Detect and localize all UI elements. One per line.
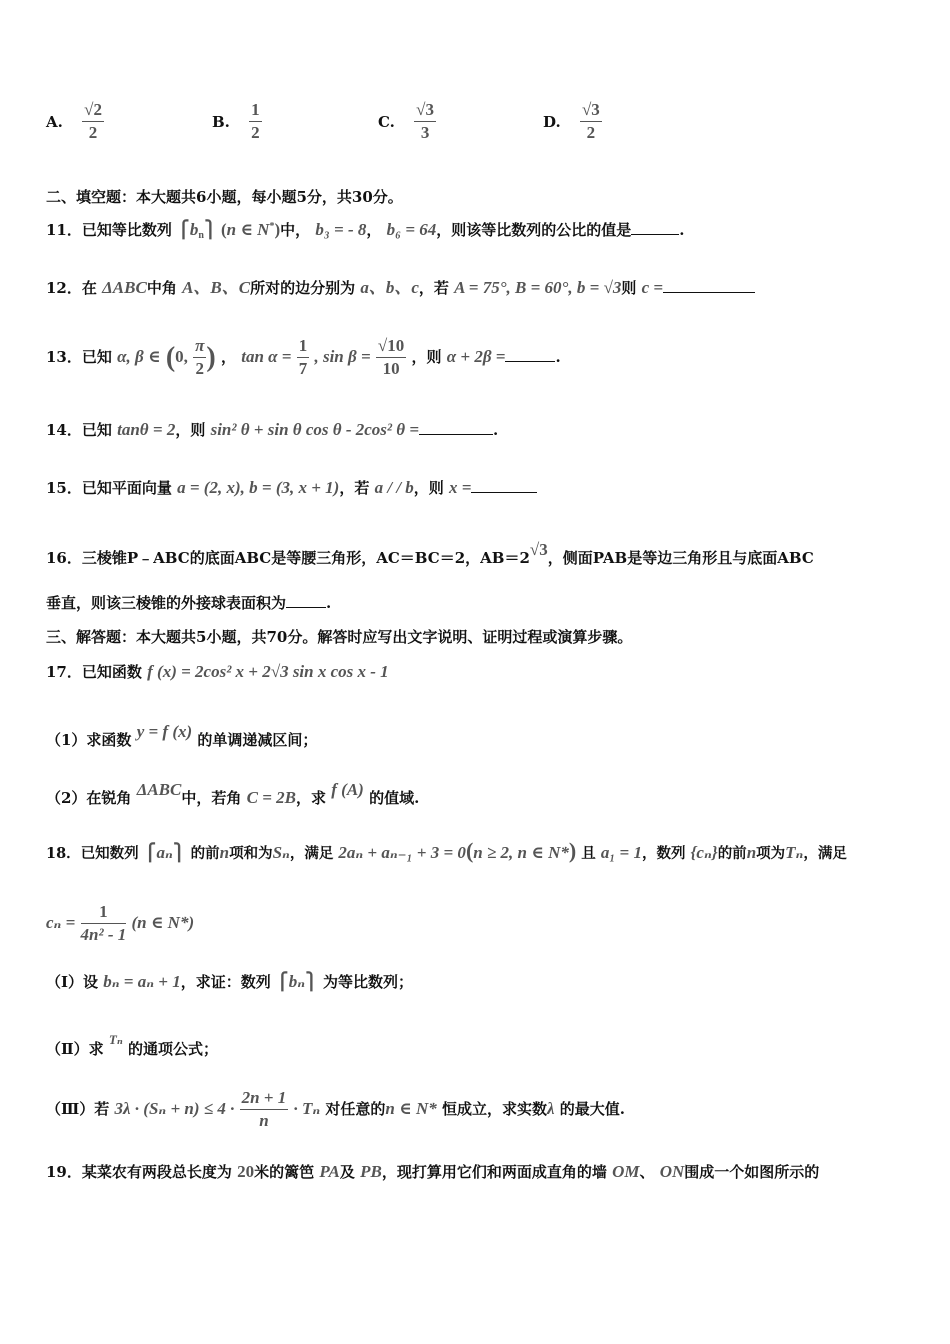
option-c-fraction: $\frac{√3}{3}$ [416, 100, 434, 142]
cn-fraction: $\frac{1}{\text{4n² - 1}}$ [80, 902, 127, 945]
section-3-heading: 三、解答题：本大题共5小题，共70分。解答时应写出文字说明、证明过程或演算步骤。 [46, 628, 633, 646]
question-13: 13．已知 α, β ∈ (0, $\frac{\pi}{2}$ ) ， tan α = $\frac{1}{7}$ , sin β = $\frac{√10}{10}$ ，则 α + 2β = . [46, 336, 561, 379]
option-a [46, 100, 104, 143]
question-14: 14．已知 tanθ = 2，则 sin² θ + sin θ cos θ - 2cos² θ = . [46, 420, 499, 439]
question-18-part-2: （Ⅱ）求 Tₙ 的通项公式； [46, 1032, 219, 1058]
question-19: 19．某菜农有两段总长度为 20米的篱笆 PA及 PB，现打算用它们和两面成直角的墙 OM、 ON围成一个如图所示的 [46, 1162, 820, 1181]
question-11: 11．已知等比数列 $⎧b_n⎫$ (n ∈ N*)中， b₃ = - 8， b₆ = 64，则该等比数列的公比的值是 . [46, 220, 685, 241]
2n-plus-1-over-n: $\frac{2n + 1}{n}$ [241, 1088, 287, 1131]
pi-over-two: $\frac{\pi}{2}$ [195, 336, 205, 379]
question-16-line-2: 垂直，则该三棱锥的外接球表面积为 . [46, 594, 332, 612]
question-17-part-2: （2）在锐角 ΔABC中，若角 C = 2B，求 f (A) 的值域. [46, 780, 420, 807]
section-2-heading: 二、填空题：本大题共6小题，每小题5分，共30分。 [46, 188, 403, 206]
one-seventh: $\frac{1}{7}$ [298, 336, 308, 379]
question-18-cn-definition: cₙ = $\frac{1}{\text{4n² - 1}}$ (n ∈ N*) [46, 902, 195, 945]
question-17-part-1: （1）求函数 y = f (x) 的单调递减区间； [46, 722, 318, 749]
question-15: 15．已知平面向量 a = (2, x), b = (3, x + 1)，若 a / / b，则 x = [46, 478, 537, 498]
answer-blank-12[interactable] [663, 292, 755, 293]
answer-blank-16[interactable] [286, 607, 326, 608]
option-c-label: C. [378, 112, 395, 131]
option-b-label: B. [212, 112, 230, 131]
option-a-fraction: $\frac{√2}{2}$ [84, 100, 102, 142]
sqrt10-over-10: $\frac{√10}{10}$ [377, 336, 405, 379]
option-c [378, 100, 436, 143]
sequence-bn: $⎧b_n⎫$ (n ∈ N*) [177, 220, 281, 241]
option-a-label: A. [46, 112, 63, 131]
question-18: 18．已知数列 ⎧aₙ⎫ 的前n项和为Sₙ，满足 2aₙ + aₙ₋₁ + 3 = 0(n ≥ 2, n ∈ N*) 且 a₁ = 1，数列 {cₙ}的前n项为Tₙ，满足 [46, 838, 847, 863]
question-18-part-3: （Ⅲ）若 3λ · (Sₙ + n) ≤ 4 · $\frac{2n + 1}{n}$ · Tₙ 对任意的n ∈ N* 恒成立，求实数λ 的最大值. [46, 1088, 625, 1131]
question-16-line-1: 16．三棱锥P﹣ABC的底面ABC是等腰三角形，AC＝BC＝2，AB＝2√3，侧面PAB是等边三角形且与底面ABC [46, 540, 814, 567]
option-b [212, 100, 262, 143]
option-d [543, 100, 602, 143]
answer-blank-13[interactable] [505, 361, 555, 362]
question-12: 12．在 ΔABC中角 A、B、C所对的边分别为 a、b、c，若 A = 75°, B = 60°, b = √3则 c = [46, 278, 755, 298]
question-18-part-1: （Ⅰ）设 bₙ = aₙ + 1，求证：数列 ⎧bₙ⎫ 为等比数列； [46, 972, 414, 991]
option-d-fraction: $\frac{√3}{2}$ [581, 100, 600, 142]
option-d-label: D. [543, 112, 561, 131]
answer-blank-11[interactable] [631, 234, 679, 235]
answer-blank-15[interactable] [471, 492, 537, 493]
question-17: 17．已知函数 f (x) = 2cos² x + 2√3 sin x cos x - 1 [46, 662, 389, 681]
answer-blank-14[interactable] [419, 434, 493, 435]
option-b-fraction: $\frac{1}{2}$ [251, 100, 260, 142]
